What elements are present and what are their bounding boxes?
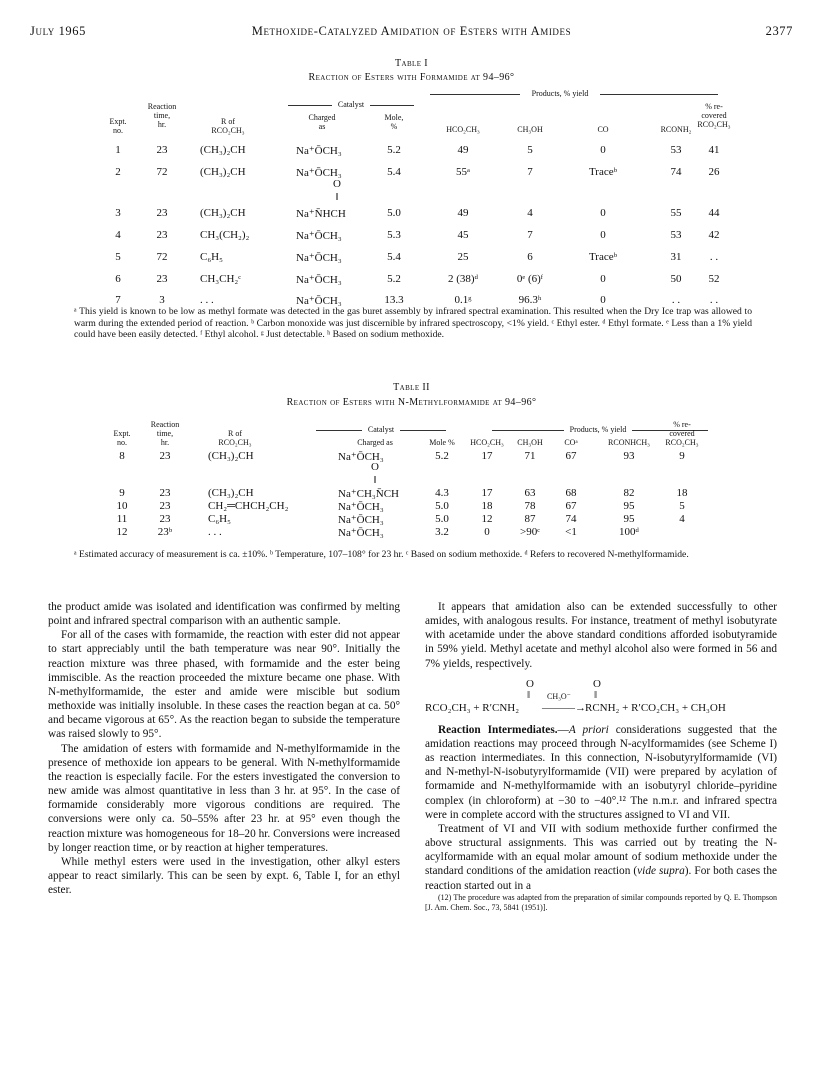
carbonyl-bond: ‖ — [335, 191, 339, 203]
column-header: Reaction — [150, 420, 180, 429]
column-header: R of — [228, 429, 242, 438]
table-cell: <1 — [565, 526, 577, 538]
table-cell: 3 — [115, 207, 121, 219]
table-cell: 95 — [623, 500, 635, 512]
table-cell: 5.0 — [387, 207, 401, 219]
table-cell: . . . — [200, 294, 214, 306]
column-header: time, — [153, 111, 171, 120]
left-paragraph-1: the product amide was isolated and identification was confirmed by melting point and infrared spectral comparison with an authentic sample. — [48, 601, 400, 628]
table-cell: 5.4 — [387, 251, 401, 263]
table-cell: 5 — [527, 144, 533, 156]
table-cell: 5.4 — [387, 166, 401, 178]
column-header: hr. — [160, 438, 170, 447]
left-paragraph-2: For all of the cases with formamide, the reaction with ester did not appear to start appreciably until the bath temperature was near 90°. Initially the reaction mixture was three phased, with formamide and the ester being immiscible. As the reaction proceeded the mixture became one phase. With N-methylformamide, the ester and amide were miscible but sodium methoxide was initially insoluble. In these cases the reaction began at ca. 50° and became vigorous at 65°. As the reaction began to subside the temperature was raised slowly to 95°. — [48, 629, 400, 741]
table-cell: 49 — [457, 144, 469, 156]
right-paragraph-2-body: considerations suggested that the amidation reactions may proceed through N-acylformamides (see Scheme I) as reaction intermediates. In this connection, N-isobutyrylformamide (VI) and N-methyl-N-isobutyrylformamide (VII) were prepared by acylation of formamide and N-methylformamide with an isobutyryl chloride–pyridine complex (in chloroform) at −30 to −40°.¹² The n.m.r. and infrared spectra were in complete accord with the structures assigned to VI and VII. — [425, 723, 778, 821]
header-page-number: 2377 — [765, 24, 793, 38]
table1-caption: Reaction of Esters with Formamide at 94–96° — [308, 72, 515, 83]
table-cell: 13.3 — [384, 294, 404, 306]
table-cell: 71 — [524, 450, 536, 462]
table-cell: 68 — [565, 487, 577, 499]
column-header: Mole, — [384, 113, 404, 122]
table-cell: 6 — [115, 273, 121, 285]
table-cell: (CH₃)₂CH — [208, 450, 254, 462]
table-cell: 26 — [708, 166, 720, 178]
header-title: Methoxide-Catalyzed Amidation of Esters with Amides — [251, 24, 572, 38]
table-cell: Na⁺ŌCH₃ — [338, 527, 384, 539]
table-cell: . . — [671, 294, 681, 306]
table-cell: 23 — [156, 144, 168, 156]
table-cell: CH₃CH₂ᶜ — [200, 273, 242, 285]
table2-footnotes: ᵃ Estimated accuracy of measurement is ca. ±10%. ᵇ Temperature, 107–108° for 23 hr. ᶜ Based on sodium methoxide. ᵈ Refers to recovered N-methylformamide. — [74, 549, 689, 560]
header-month: July 1965 — [30, 24, 86, 38]
column-header: COᵃ — [564, 438, 578, 447]
table-cell: Traceᵇ — [588, 251, 618, 263]
table-cell: (CH₃)₂CH — [200, 207, 246, 219]
table-cell: 23 — [156, 207, 168, 219]
column-header: no. — [113, 126, 123, 135]
table-cell: . . — [709, 294, 719, 306]
table-cell: 18 — [676, 487, 688, 499]
table-cell: Na⁺ŌCH₃ — [338, 451, 384, 463]
table-cell: 63 — [524, 487, 536, 499]
table-cell: 23 — [156, 273, 168, 285]
table-cell: 41 — [708, 144, 720, 156]
carbonyl-oxygen: O — [333, 178, 341, 190]
table-cell: (CH₃)₂CH — [200, 144, 246, 156]
right-paragraph-1: It appears that amidation also can be extended successfully to other amides, with analogous results. For instance, treatment of methyl isobutyrate with acetamide under the above standard conditions afforded isobutyramide in 59% yield. Methyl acetate and methyl alcohol also were formed in 56 and 7% yields, respectively. — [425, 601, 777, 670]
column-header: RCONH₂ — [660, 125, 692, 134]
table-cell: 87 — [524, 513, 536, 525]
products-group-header: Products, % yield — [569, 425, 627, 434]
table-cell: 74 — [670, 166, 682, 178]
italic-a-priori: A priori — [568, 723, 609, 736]
running-header — [30, 24, 793, 40]
table-cell: 8 — [119, 450, 125, 462]
equation-catalyst: CH₃O⁻ — [547, 691, 571, 701]
table-cell: Na⁺ŌCH₃ — [296, 230, 342, 242]
column-header: CH₃OH — [517, 125, 543, 134]
column-header: RCO₂CH₃ — [665, 438, 699, 447]
table-cell: >90ᶜ — [519, 526, 541, 538]
table-cell: 12 — [481, 513, 493, 525]
heading-dash: — — [557, 723, 569, 736]
table-cell: . . — [709, 251, 719, 263]
footnote-12: (12) The procedure was adapted from the preparation of similar compounds reported by Q. E. Thompson [J. Am. Chem. Soc., 73, 5841 (1951)]. — [425, 892, 777, 912]
table-cell: 17 — [481, 487, 493, 499]
table-cell: 23 — [159, 500, 171, 512]
table-cell: 1 — [115, 144, 121, 156]
column-header: HCO₂CH₃ — [446, 125, 480, 134]
table-cell: 11 — [116, 513, 128, 525]
table-cell: 0 — [600, 294, 606, 306]
table-cell: 18 — [481, 500, 493, 512]
table-cell: CH₃(CH₂)₂ — [200, 229, 250, 241]
table-cell: 55 — [670, 207, 682, 219]
section-heading: Reaction Intermediates. — [438, 723, 558, 736]
table-cell: 7 — [527, 229, 533, 241]
column-header: covered — [669, 429, 695, 438]
italic-vide-supra: vide supra — [637, 865, 685, 878]
table-cell: 23ᵇ — [157, 526, 173, 538]
table-cell: 49 — [457, 207, 469, 219]
equation-double-bond-2: ‖ — [594, 688, 598, 701]
table-cell: Na⁺ŌCH₃ — [296, 252, 342, 264]
table-cell: 5.2 — [387, 144, 401, 156]
column-header: % re- — [673, 420, 691, 429]
equation-arrow: ———→ — [542, 701, 586, 714]
table-cell: Na⁺N̄HCH — [296, 208, 346, 220]
table-cell: 52 — [708, 273, 720, 285]
table1-label: Table I — [394, 58, 428, 69]
table-cell: 9 — [679, 450, 685, 462]
table-cell: Na⁺CH₃N̄CH — [338, 488, 399, 500]
table-cell: 12 — [116, 526, 128, 538]
column-header: RCO₂CH₃ — [211, 126, 245, 135]
table-cell: 0ᵉ (6)ᶠ — [516, 273, 544, 285]
left-paragraph-4: While methyl esters were used in the investigation, other alkyl esters appear to react similarly. This can be seen by expt. 6, Table I, for an ethyl ester. — [48, 855, 400, 897]
table-cell: C₆H₅ — [208, 513, 231, 525]
table-cell: Na⁺ŌCH₃ — [296, 274, 342, 286]
table-cell: (CH₃)₂CH — [200, 166, 246, 178]
table-cell: 4 — [679, 513, 685, 525]
table-cell: 23 — [156, 229, 168, 241]
table-cell: 42 — [708, 229, 720, 241]
table-cell: 55ᵃ — [455, 166, 470, 178]
table-cell: 0 — [600, 207, 606, 219]
column-header: Mole % — [429, 438, 455, 447]
table-cell: Na⁺ŌCH₃ — [296, 167, 342, 179]
table-cell: 74 — [565, 513, 577, 525]
right-paragraph-3-a: Treatment of VI and VII with sodium methoxide further confirmed the above structural assignments. This was carried out by treating the N-acylformamide with an equal molar amount of sodium methoxide under the standard conditions of the amidation reaction ( — [425, 822, 777, 878]
table-cell: 93 — [623, 450, 635, 462]
table-cell: 72 — [156, 251, 168, 263]
table2-caption: Reaction of Esters with N-Methylformamide at 94–96° — [286, 397, 537, 408]
table-cell: 7 — [527, 166, 533, 178]
table-cell: 0.1ᵍ — [454, 294, 472, 306]
table-cell: 7 — [115, 294, 121, 306]
table-cell: 5 — [115, 251, 121, 263]
column-header: % re- — [705, 102, 723, 111]
right-paragraph-3-b: ). For both cases the reaction started out in a — [425, 865, 777, 892]
column-header: Expt. — [109, 117, 127, 126]
table-cell: 5.2 — [387, 273, 401, 285]
table-cell: 82 — [623, 487, 635, 499]
table-cell: 0 — [600, 144, 606, 156]
table-cell: CH₂═CHCH₂CH₂ — [208, 500, 289, 512]
carbonyl-oxygen: O — [371, 461, 379, 473]
column-header: R of — [221, 117, 235, 126]
table-cell: 4.3 — [435, 487, 449, 499]
table-cell: 3.2 — [435, 526, 449, 538]
table-cell: 5.3 — [387, 229, 401, 241]
equation-carbonyl-o-1: O — [526, 677, 534, 690]
column-header: RCONHCH₃ — [608, 438, 650, 447]
right-paragraph-2 — [425, 723, 777, 822]
column-header: % — [390, 122, 398, 131]
column-header: HCO₂CH₃ — [470, 438, 504, 447]
table-cell: . . . — [208, 526, 222, 538]
equation-double-bond-1: ‖ — [527, 688, 531, 701]
right-column — [425, 600, 777, 913]
table-cell: 5 — [679, 500, 685, 512]
table-cell: 31 — [670, 251, 682, 263]
column-header: as — [318, 122, 326, 131]
carbonyl-bond: ‖ — [373, 474, 377, 486]
table-cell: 5.2 — [435, 450, 449, 462]
table-cell: 10 — [116, 500, 128, 512]
column-header: RCO₂CH₃ — [697, 120, 731, 129]
column-header: RCO₂CH₃ — [218, 438, 252, 447]
table-cell: 5.0 — [435, 513, 449, 525]
catalyst-group-header: Catalyst — [337, 100, 365, 109]
table-cell: 2 — [115, 166, 121, 178]
table-cell: 100ᵈ — [619, 526, 639, 538]
table-cell: 0 — [484, 526, 490, 538]
catalyst-group-header: Catalyst — [367, 425, 395, 434]
table-cell: 5.0 — [435, 500, 449, 512]
table-cell: 67 — [565, 450, 577, 462]
table-cell: 4 — [115, 229, 121, 241]
table-cell: 53 — [670, 229, 682, 241]
column-header: Reaction — [147, 102, 177, 111]
table-cell: (CH₃)₂CH — [208, 487, 254, 499]
table-cell: 23 — [159, 450, 171, 462]
table-cell: 0 — [600, 273, 606, 285]
table-cell: 23 — [159, 513, 171, 525]
table-cell: 53 — [670, 144, 682, 156]
table-cell: Traceᵇ — [588, 166, 618, 178]
equation-products: RCNH₂ + R′CO₂CH₃ + CH₃OH — [585, 701, 726, 714]
table-cell: 17 — [481, 450, 493, 462]
table-cell: Na⁺ŌCH₃ — [296, 145, 342, 157]
table-cell: 6 — [527, 251, 533, 263]
table-cell: 25 — [457, 251, 469, 263]
column-header: CH₃OH — [517, 438, 543, 447]
table-cell: Na⁺ŌCH₃ — [338, 501, 384, 513]
table-cell: 96.3ʰ — [518, 294, 542, 306]
table-cell: 0 — [600, 229, 606, 241]
table-cell: 3 — [159, 294, 165, 306]
table-cell: Na⁺ŌCH₃ — [338, 514, 384, 526]
column-header: hr. — [157, 120, 167, 129]
table-cell: Na⁺ŌCH₃ — [296, 295, 342, 307]
column-header: Charged as — [357, 438, 393, 447]
table-cell: 23 — [159, 487, 171, 499]
table-cell: 4 — [527, 207, 533, 219]
products-group-header: Products, % yield — [531, 89, 589, 98]
column-header: Charged — [308, 113, 336, 122]
table-cell: 2 (38)ᵈ — [448, 273, 478, 285]
table-cell: 44 — [708, 207, 720, 219]
column-header: time, — [156, 429, 174, 438]
equation-reactants: RCO₂CH₃ + R′CNH₂ — [425, 701, 520, 714]
column-header: Expt. — [113, 429, 131, 438]
table-cell: 45 — [457, 229, 469, 241]
left-paragraph-3: The amidation of esters with formamide and N-methylformamide in the presence of methoxide ion appears to be general. With N-methylformamide the reaction is especially facile. For the esters investigated the conversion to new amide was almost quantitative in less than 3 hr. at 95°. In the case of formamide considerably more vigorous conditions are required. The conversions were only ca. 50–55% after 23 hr. at 95° even though the reaction mixture was homogeneous for 18–20 hr. Conversions were increased by longer reaction time, or by reaction at higher temperatures. — [48, 742, 400, 854]
table-cell: 9 — [119, 487, 125, 499]
amidation-equation — [425, 671, 777, 723]
right-paragraph-3 — [425, 822, 777, 893]
table-cell: 50 — [670, 273, 682, 285]
table-cell: 95 — [623, 513, 635, 525]
column-header: no. — [117, 438, 127, 447]
table-cell: 72 — [156, 166, 168, 178]
column-header: covered — [701, 111, 727, 120]
table-cell: 67 — [565, 500, 577, 512]
table1-footnotes: ᵃ This yield is known to be low as methyl formate was detected in the gas buret assembly by infrared spectral examination. This resulted when the Dry Ice trap was allowed to warm during the extended period of reaction. ᵇ Carbon monoxide was just discernible by infrared spectroscopy, <1% yield. ᶜ Ethyl ester. ᵈ Ethyl formate. ᵉ Less than a 1% yield could have been easily detected. ᶠ Ethyl alcohol. ᵍ Just detectable. ʰ Based on sodium methoxide. — [74, 306, 752, 341]
table2-label: Table II — [393, 382, 430, 393]
column-header: CO — [597, 125, 609, 134]
equation-carbonyl-o-2: O — [593, 677, 601, 690]
table-cell: C₆H₅ — [200, 251, 223, 263]
table-cell: 78 — [524, 500, 536, 512]
left-column — [48, 600, 400, 897]
